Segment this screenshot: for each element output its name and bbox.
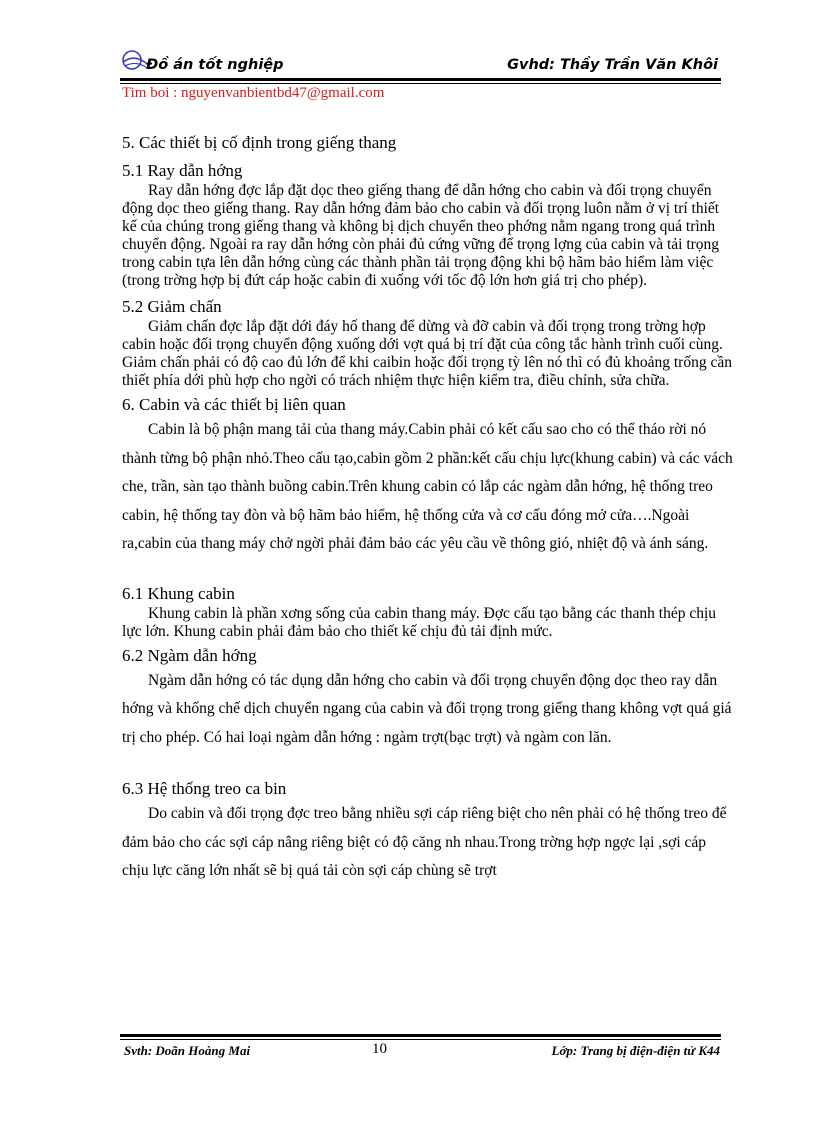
paragraph: Ray dẫn hớng đợc lắp đặt dọc theo giếng thang để dẫn hớng cho cabin và đối trọng chuyển động dọc theo giếng thang. Ray dẫn hớng đảm bảo cho cabin và đối trọng luôn nằm ở vị trí thiết kế của chúng trong giếng thang và không bị dịch chuyển theo phớng nằm ngang trong quá trình chuyển động. Ngoài ra ray dẫn hớng còn phải đủ cứng vững để trọng lợng của cabin và tải trọng trong cabin tựa lên dẫn hớng cùng các thành phần tải trọng động khi bộ hãm bảo hiểm làm việc (trong trờng hợp bị đứt cáp hoặc cabin đi xuống với tốc độ lớn hơn giá trị cho phép). bbox=[122, 182, 720, 289]
section-heading: 6.1 Khung cabin bbox=[122, 583, 235, 603]
paragraph: Cabin là bộ phận mang tải của thang máy.Cabin phải có kết cấu sao cho có thể tháo rời nó thành từng bộ phận nhỏ.Theo cấu tạo,cabin gồm 2 phần:kết cấu chịu lực(khung cabin) và các vách che, trần, sàn tạo thành buồng cabin.Trên khung cabin có lắp các ngàm dẫn hớng, hệ thống treo cabin, hệ thống tay đòn và bộ hãm bảo hiểm, hệ thống cửa và cơ cấu đóng mở cửa….Ngoài ra,cabin của thang máy chở ngời phải đảm bảo các yêu cầu về thông gió, nhiệt độ và ánh sáng. bbox=[122, 421, 733, 552]
paragraph: Khung cabin là phần xơng sống của cabin thang máy. Đợc cấu tạo bằng các thanh thép chịu lực lớn. Khung cabin phải đảm bảo cho thiết kế chịu đủ tải định mức. bbox=[122, 604, 717, 640]
footer-author: Svth: Doãn Hoàng Mai bbox=[124, 1043, 251, 1058]
header-title: Đồ án tốt nghiệp bbox=[146, 57, 284, 73]
footer-class: Lớp: Trang bị điện-điện tử K44 bbox=[551, 1043, 720, 1058]
page-header bbox=[120, 48, 720, 78]
paragraph: Ngàm dẫn hớng có tác dụng dẫn hớng cho cabin và đối trọng chuyển động dọc theo ray dẫn hớng và khống chế dịch chuyển ngang của cabin và đối trọng trong giếng thang không vợt quá giá trị cho phép. Có hai loại ngàm dẫn hớng : ngàm trợt(bạc trợt) và ngàm con lăn. bbox=[122, 671, 732, 746]
paragraph: Do cabin và đối trọng đợc treo bằng nhiều sợi cáp riêng biệt cho nên phải có hệ thống treo để đảm bảo cho các sợi cáp nâng riêng biệt có độ căng nh nhau.Trong trờng hợp ngợc lại ,sợi cáp chịu lực căng lớn nhất sẽ bị quá tải còn sợi cáp chùng sẽ trợt bbox=[122, 805, 727, 879]
section-heading: 5.2 Giảm chấn bbox=[122, 297, 222, 316]
section-heading: 5. Các thiết bị cố định trong giếng thang bbox=[122, 133, 397, 152]
email-line: Tim boi : nguyenvanbientbd47@gmail.com bbox=[122, 85, 385, 101]
globe-swirl-logo bbox=[120, 48, 148, 74]
page-number: 10 bbox=[372, 1041, 387, 1057]
footer-rule-thin bbox=[120, 1039, 721, 1040]
section-heading: 6. Cabin và các thiết bị liên quan bbox=[122, 395, 346, 414]
header-advisor: Gvhd: Thầy Trần Văn Khôi bbox=[507, 57, 718, 73]
section-heading: 6.2 Ngàm dẫn hớng bbox=[122, 645, 257, 665]
footer-rule bbox=[120, 1034, 721, 1037]
header-rule bbox=[120, 78, 721, 81]
section-heading: 5.1 Ray dẫn hớng bbox=[122, 161, 243, 180]
section-heading: 6.3 Hệ thống treo ca bin bbox=[122, 779, 287, 798]
paragraph: Giảm chấn đợc lắp đặt dới đáy hố thang để dừng và đỡ cabin và đối trọng trong trờng hợp cabin hoặc đối trọng chuyển động xuống dới vợt quá bị trí đặt của công tắc hành trình cuối cùng. Giảm chấn phải có độ cao đủ lớn để khi caibin hoặc đối trọng tỳ lên nó thì có đủ khoảng trống cần thiết phía dới phù hợp cho ngời có trách nhiệm thực hiện kiểm tra, điều chỉnh, sửa chữa. bbox=[122, 318, 732, 389]
header-rule-thin bbox=[120, 83, 721, 84]
document-body bbox=[122, 130, 734, 886]
